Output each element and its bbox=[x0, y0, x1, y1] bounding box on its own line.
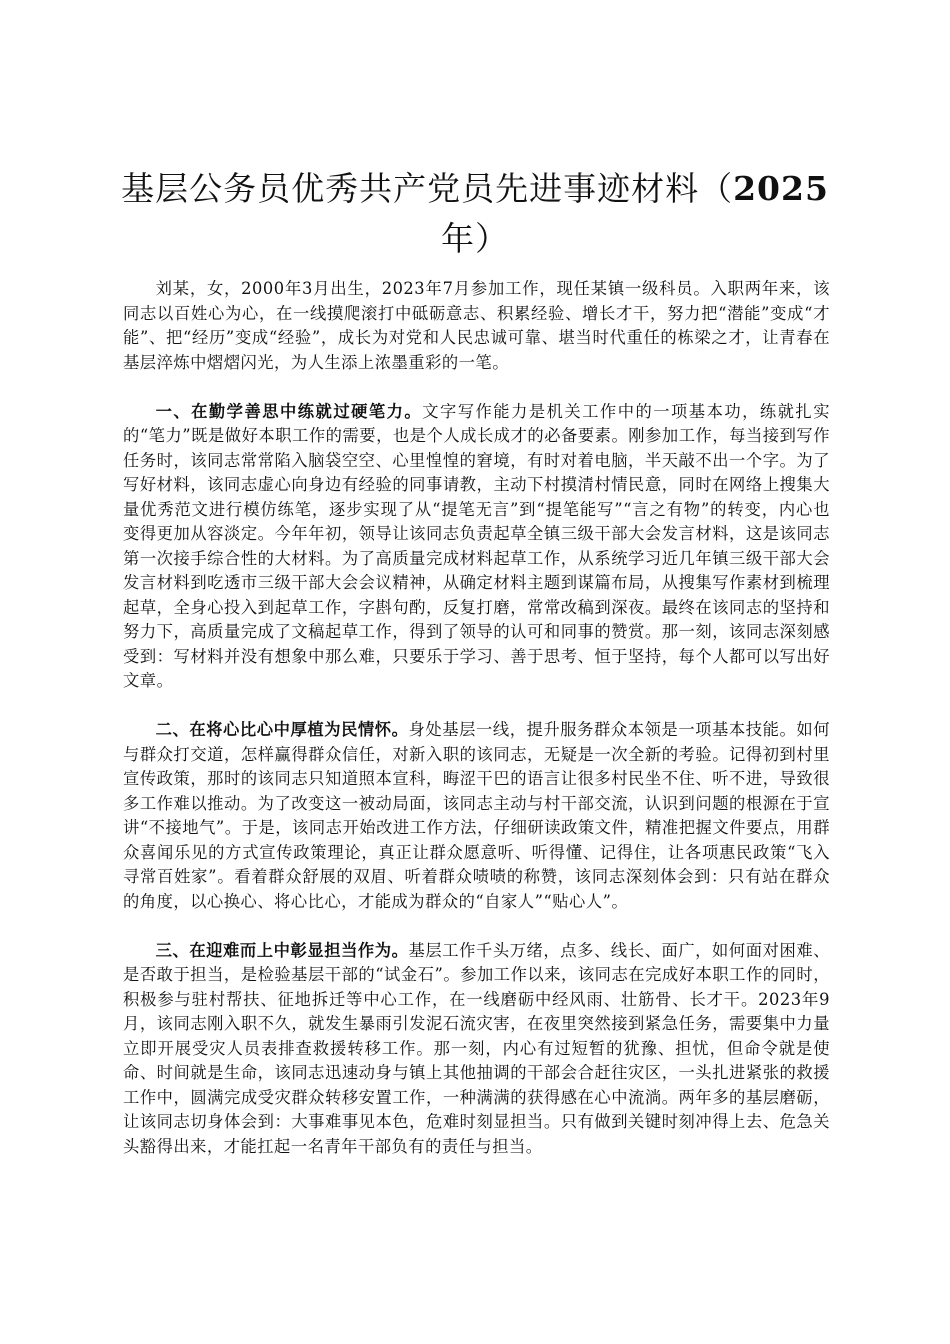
title-year: 2025 bbox=[733, 169, 829, 208]
section-text-1: 文字写作能力是机关工作中的一项基本功，练就扎实的“笔力”既是做好本职工作的需要，也是个人成长成才的必备要素。刚参加工作，每当接到写作任务时，该同志常常陷入脑袋空空、心里惶惶的窘境，有时对着电脑，半天敲不出一个字。为了写好材料，该同志虚心向身边有经验的同事请教，主动下村摸清村情民意，同时在网络上搜集大量优秀范文进行模仿练笔，逐步实现了从“提笔无言”到“提笔能写”“言之有物”的转变，内心也变得更加从容淡定。今年年初，领导让该同志负责起草全镇三级干部大会发言材料，这是该同志第一次接手综合性的大材料。为了高质量完成材料起草工作，从系统学习近几年镇三级干部大会发言材料到吃透市三级干部大会会议精神，从确定材料主题到谋篇布局，从搜集写作素材到梳理起草，全身心投入到起草工作，字斟句酌，反复打磨，常常改稿到深夜。最终在该同志的坚持和努力下，高质量完成了文稿起草工作，得到了领导的认可和同事的赞赏。那一刻，该同志深刻感受到：写材料并没有想象中那么难，只要乐于学习、善于思考、恒于坚持，每个人都可以写出好文章。 bbox=[123, 401, 830, 690]
section-heading-1: 一、在勤学善思中练就过硬笔力。 bbox=[155, 401, 423, 421]
document-body bbox=[123, 277, 830, 1159]
section-paragraph-2 bbox=[123, 718, 830, 914]
document-title bbox=[120, 164, 830, 264]
section-heading-2: 二、在将心比心中厚植为民情怀。 bbox=[155, 720, 409, 739]
section-heading-3: 三、在迎难而上中彰显担当作为。 bbox=[155, 940, 409, 960]
intro-paragraph: 刘某，女，2000年3月出生，2023年7月参加工作，现任某镇一级科员。入职两年来，该同志以百姓心为心，在一线摸爬滚打中砥砺意志、积累经验、增长才干，努力把“潜能”变成“才能”、把“经历”变成“经验”，成长为对党和人民忠诚可靠、堪当时代重任的栋梁之才，让青春在基层淬炼中熠熠闪光，为人生添上浓墨重彩的一笔。 bbox=[123, 279, 830, 372]
section-paragraph-1 bbox=[123, 400, 830, 694]
title-tail: 年） bbox=[441, 219, 509, 258]
section-text-3: 基层工作千头万绪，点多、线长、面广，如何面对困难、是否敢于担当，是检验基层干部的“试金石”。参加工作以来，该同志在完成好本职工作的同时，积极参与驻村帮扶、征地拆迁等中心工作，在一线磨砺中经风雨、壮筋骨、长才干。2023年9月，该同志刚入职不久，就发生暴雨引发泥石流灾害，在夜里突然接到紧急任务，需要集中力量立即开展受灾人员表排查救援转移工作。那一刻，内心有过短暂的犹豫、担忧，但命令就是使命、时间就是生命，该同志迅速动身与镇上其他抽调的干部会合赶往灾区，一头扎进紧张的救援工作中，圆满完成受灾群众转移安置工作，一种满满的获得感在心中流淌。两年多的基层磨砺，让该同志切身体会到：大事难事见本色，危难时刻显担当。只有做到关键时刻冲得上去、危急关头豁得出来，才能扛起一名青年干部负有的责任与担当。 bbox=[123, 940, 830, 1156]
section-text-2: 身处基层一线，提升服务群众本领是一项基本技能。如何与群众打交道，怎样赢得群众信任，对新入职的该同志，无疑是一次全新的考验。记得初到村里宣传政策，那时的该同志只知道照本宣科，晦涩干巴的语言让很多村民坐不住、听不进，导致很多工作难以推动。为了改变这一被动局面，该同志主动与村干部交流，认识到问题的根源在于宣讲“不接地气”。于是，该同志开始改进工作方法，仔细研读政策文件，精准把握文件要点，用群众喜闻乐见的方式宣传政策理论，真正让群众愿意听、听得懂、记得住，让各项惠民政策“飞入寻常百姓家”。看着群众舒展的双眉、听着群众啧啧的称赞，该同志深刻体会到：只有站在群众的角度，以心换心、将心比心，才能成为群众的“自家人”“贴心人”。 bbox=[123, 720, 830, 911]
section-paragraph-3 bbox=[123, 939, 830, 1160]
title-text: 基层公务员优秀共产党员先进事迹材料（ bbox=[121, 169, 734, 208]
